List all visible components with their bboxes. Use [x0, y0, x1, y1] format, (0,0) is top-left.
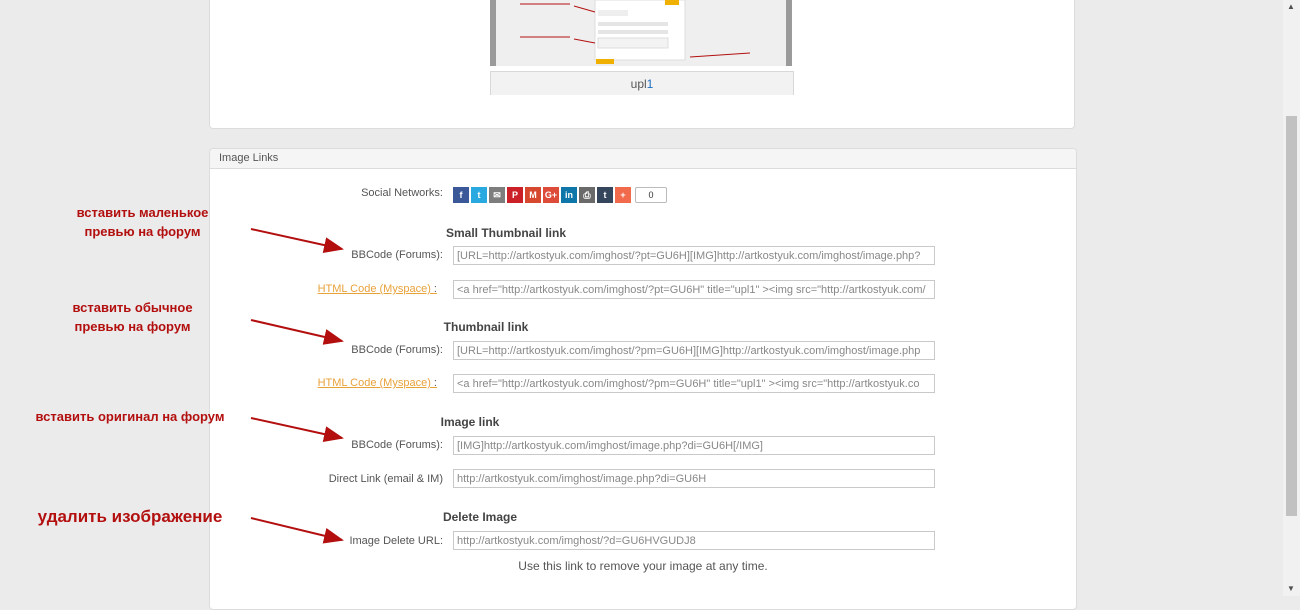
annotation-line: превью на форум — [84, 224, 201, 239]
annotation-original: вставить оригинал на форум — [35, 409, 225, 424]
scrollbar-thumb[interactable] — [1286, 116, 1297, 516]
annotation-line: вставить обычное — [72, 300, 193, 315]
gmail-icon[interactable]: M — [525, 187, 541, 203]
small-thumbnail-heading: Small Thumbnail link — [445, 226, 567, 240]
email-icon[interactable]: ✉ — [489, 187, 505, 203]
facebook-icon[interactable]: f — [453, 187, 469, 203]
delete-url-label: Image Delete URL: — [349, 535, 443, 547]
twitter-icon[interactable]: t — [471, 187, 487, 203]
direct-link-label: Direct Link (email & IM) — [328, 473, 443, 485]
arrow-original — [251, 418, 342, 438]
scroll-up-arrow-icon[interactable]: ▲ — [1287, 2, 1295, 11]
html-code-link[interactable]: HTML Code (Myspace) — [317, 283, 431, 295]
pinterest-icon[interactable]: P — [507, 187, 523, 203]
label-colon: : — [430, 377, 437, 389]
annotation-line: превью на форум — [74, 319, 191, 334]
arrow-small-preview — [251, 229, 342, 249]
social-networks-label: Social Networks: — [361, 187, 443, 199]
print-icon[interactable]: ⎙ — [579, 187, 595, 203]
delete-image-heading: Delete Image — [442, 510, 518, 524]
label-colon: : — [430, 283, 437, 295]
small-thumb-bbcode-label: BBCode (Forums): — [351, 249, 443, 261]
html-code-link[interactable]: HTML Code (Myspace) — [317, 377, 431, 389]
image-bbcode-label: BBCode (Forums): — [351, 439, 443, 451]
annotation-line: вставить маленькое — [76, 205, 209, 220]
more-icon[interactable]: + — [615, 187, 631, 203]
scroll-down-arrow-icon[interactable]: ▼ — [1287, 584, 1295, 593]
delete-note: Use this link to remove your image at any time. — [518, 559, 768, 573]
tumblr-icon[interactable]: t — [597, 187, 613, 203]
caption-text: upl — [630, 77, 647, 91]
panel-title: Image Links — [210, 149, 1076, 169]
thumbnail-heading: Thumbnail link — [443, 320, 529, 334]
annotation-delete: удалить изображение — [37, 507, 223, 526]
caption-accent: 1 — [646, 77, 654, 91]
image-link-heading: Image link — [440, 415, 500, 429]
linkedin-icon[interactable]: in — [561, 187, 577, 203]
arrow-delete — [251, 518, 342, 540]
arrow-normal-preview — [251, 320, 342, 341]
page-scrollbar[interactable] — [1283, 0, 1300, 596]
share-counter: 0 — [635, 187, 667, 203]
google-plus-icon[interactable]: G+ — [543, 187, 559, 203]
thumb-bbcode-label: BBCode (Forums): — [351, 344, 443, 356]
